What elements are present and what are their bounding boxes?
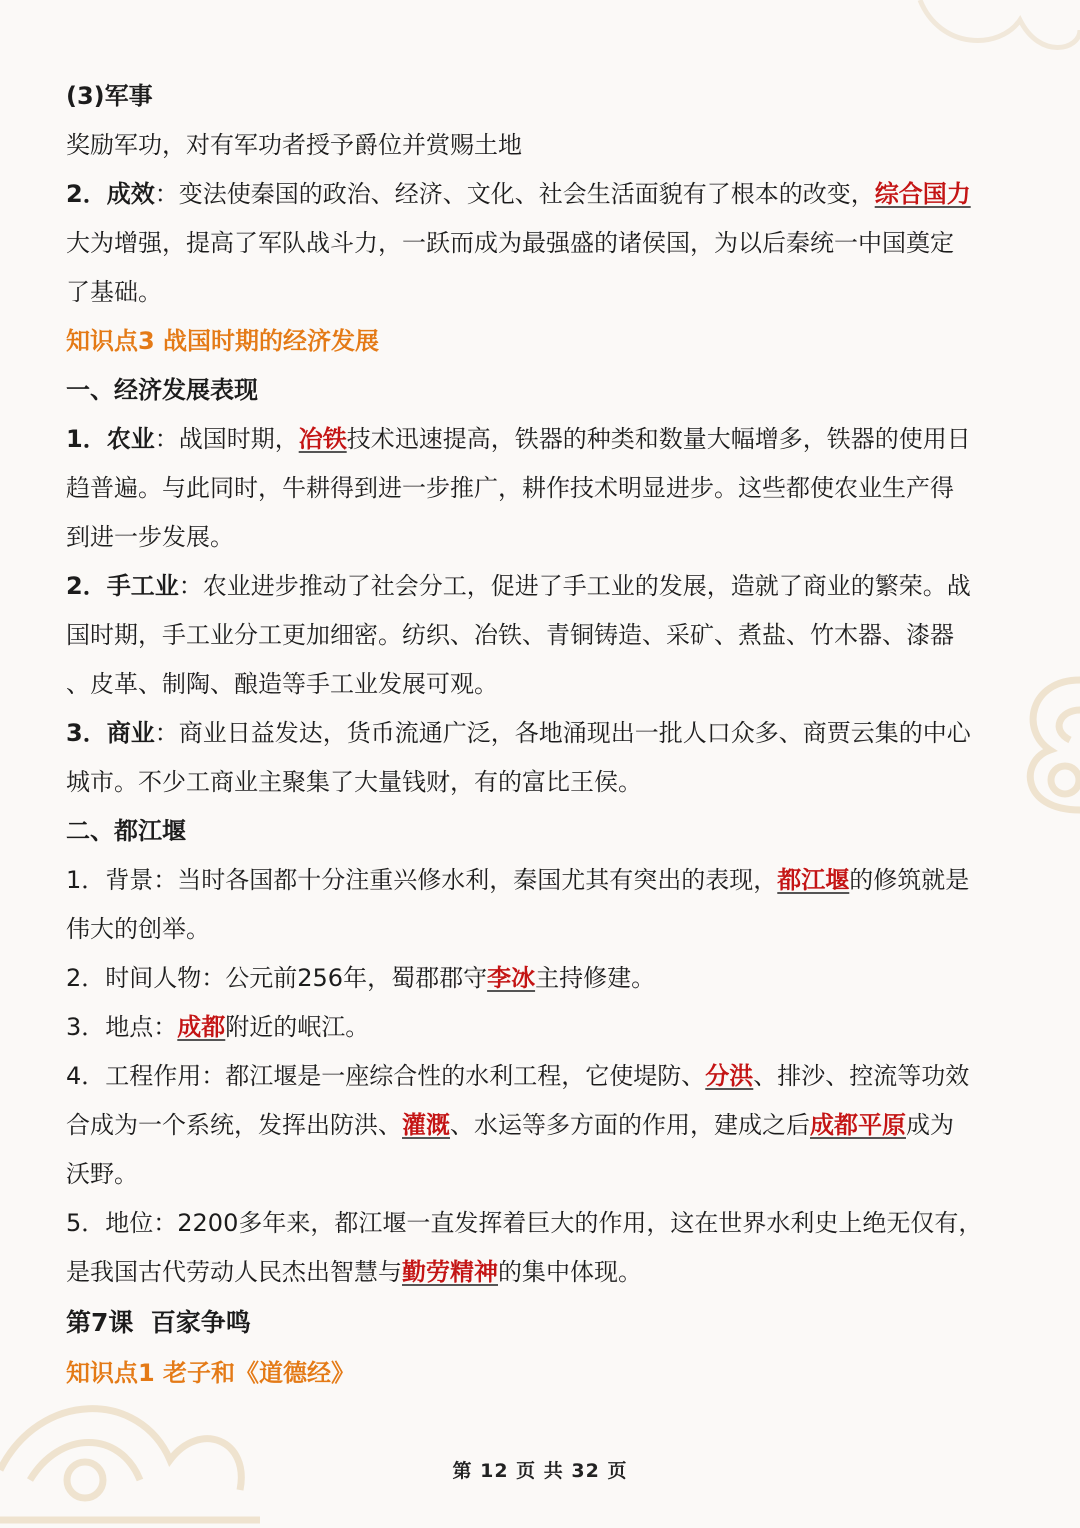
lesson-7-title: 第7课 百家争鸣 [66,1308,251,1337]
keyword-iron-smelting: 冶铁 [298,425,347,453]
commerce-line-1 [66,709,1020,758]
function-line-3: 沃野。 [66,1160,138,1188]
keyword-irrigation: 灌溉 [402,1111,450,1139]
effect-label: 2．成效 [66,180,155,208]
background-line-2: 伟大的创举。 [66,915,210,943]
handicraft-label: 2．手工业 [66,572,179,600]
location-text: 3．地点： [66,1013,178,1041]
handicraft-line-2: 国时期，手工业分工更加细密。纺织、冶铁、青铜铸造、采矿、煮盐、竹木器、漆器 [66,621,954,649]
function-line-2 [66,1101,1020,1150]
agriculture-text-cont: 技术迅速提高，铁器的种类和数量大幅增多，铁器的使用日 [346,425,971,453]
agriculture-line-1 [66,415,1020,464]
knowledge-point-1-title: 知识点1 老子和《道德经》 [66,1359,356,1387]
time-person-line [66,954,1020,1003]
status-text-cont: 的集中体现。 [498,1258,642,1286]
commerce-line-2: 城市。不少工商业主聚集了大量钱财，有的富比王侯。 [66,768,642,796]
commerce-text: ：商业日益发达，货币流通广泛，各地涌现出一批人口众多、商贾云集的中心 [154,719,971,747]
keyword-chengdu-plain: 成都平原 [810,1111,906,1139]
location-line [66,1003,1020,1052]
effect-text: ：变法使秦国的政治、经济、文化、社会生活面貌有了根本的改变， [154,180,875,208]
function-text: 4．工程作用：都江堰是一座综合性的水利工程，它使堤防、 [66,1062,706,1090]
status-text: 是我国古代劳动人民杰出智慧与 [66,1258,402,1286]
handicraft-text: ：农业进步推动了社会分工，促进了手工业的发展，造就了商业的繁荣。战 [178,572,971,600]
keyword-flood-diversion: 分洪 [705,1062,754,1090]
commerce-label: 3．商业 [66,719,155,747]
background-line-1 [66,856,1020,905]
function-line-1 [66,1052,1020,1101]
function-text-4: 成为 [906,1111,954,1139]
effect-paragraph-line-3: 了基础。 [66,278,162,306]
agriculture-line-3: 到进一步发展。 [66,523,234,551]
keyword-dujiangyan: 都江堰 [777,866,850,894]
keyword-diligent-spirit: 勤劳精神 [402,1258,498,1286]
military-heading: (3)军事 [66,82,153,110]
military-text: 奖励军功，对有军功者授予爵位并赏赐土地 [66,131,522,159]
function-text-cont: 、排沙、控流等功效 [753,1062,970,1090]
section-dujiangyan-title: 二、都江堰 [66,817,186,845]
background-text: 1．背景：当时各国都十分注重兴修水利，秦国尤其有突出的表现， [66,866,778,894]
agriculture-text: ：战国时期， [154,425,299,453]
time-person-text: 2．时间人物：公元前256年，蜀郡郡守 [66,964,488,992]
handicraft-line-1 [66,562,1020,611]
page-indicator: 第 12 页 共 32 页 [452,1460,628,1482]
effect-paragraph-line-1 [66,170,1020,219]
knowledge-point-3-title: 知识点3 战国时期的经济发展 [66,327,380,355]
keyword-li-bing: 李冰 [487,964,536,992]
handicraft-line-3: 、皮革、制陶、酿造等手工业发展可观。 [66,670,498,698]
status-line-2 [66,1248,1020,1297]
document-content [66,72,1020,1398]
function-text-3: 、水运等多方面的作用，建成之后 [450,1111,810,1139]
agriculture-line-2: 趋普遍。与此同时，牛耕得到进一步推广，耕作技术明显进步。这些都使农业生产得 [66,474,954,502]
location-text-cont: 附近的岷江。 [225,1013,370,1041]
status-line-1: 5．地位：2200多年来，都江堰一直发挥着巨大的作用，这在世界水利史上绝无仅有， [66,1209,983,1237]
section-economic-title: 一、经济发展表现 [66,376,258,404]
effect-paragraph-line-2: 大为增强，提高了军队战斗力，一跃而成为最强盛的诸侯国，为以后秦统一中国奠定 [66,229,954,257]
agriculture-label: 1．农业 [66,425,155,453]
time-person-text-cont: 主持修建。 [535,964,656,992]
keyword-comprehensive-strength: 综合国力 [874,180,971,208]
keyword-chengdu: 成都 [177,1013,226,1041]
background-text-cont: 的修筑就是 [849,866,970,894]
function-text-2: 合成为一个系统，发挥出防洪、 [66,1111,402,1139]
